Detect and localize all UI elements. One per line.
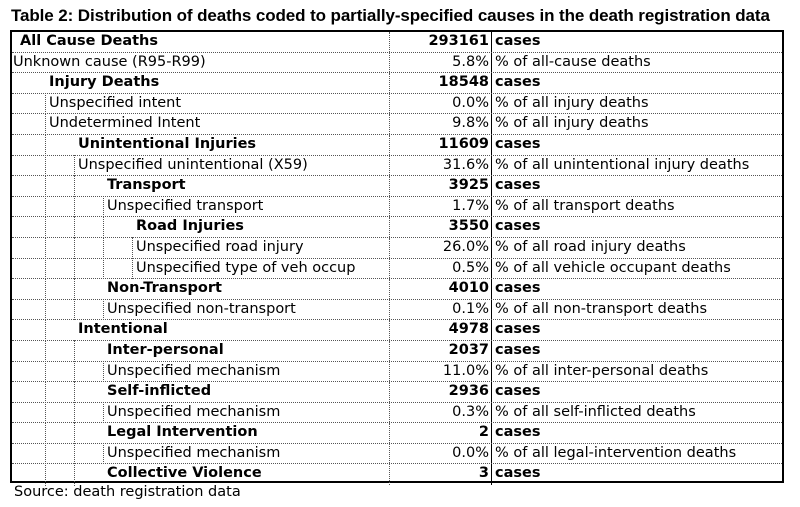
value-cell: 293161 <box>389 32 491 52</box>
indent-guide <box>103 299 104 321</box>
cause-label: Legal Intervention <box>107 424 258 441</box>
cause-cell <box>12 300 389 320</box>
table-row <box>12 362 782 383</box>
table-row <box>12 176 782 197</box>
unit-cell: % of all injury deaths <box>491 114 782 134</box>
table-row <box>12 135 782 156</box>
table-row <box>12 279 782 300</box>
cause-label: Injury Deaths <box>49 74 160 91</box>
cause-label: Unspecified mechanism <box>107 444 281 461</box>
cause-cell <box>12 259 389 279</box>
indent-guide <box>45 443 46 465</box>
unit-cell: cases <box>491 279 782 299</box>
value-cell: 2936 <box>389 382 491 402</box>
unit-cell: % of all road injury deaths <box>491 238 782 258</box>
cause-label: Transport <box>107 177 186 194</box>
value-cell: 18548 <box>389 73 491 93</box>
value-cell: 4010 <box>389 279 491 299</box>
unit-cell: cases <box>491 382 782 402</box>
indent-guide <box>103 196 104 218</box>
unit-cell: % of all inter-personal deaths <box>491 362 782 382</box>
cause-cell <box>12 114 389 134</box>
cause-cell <box>12 341 389 361</box>
indent-guide <box>74 361 75 383</box>
value-cell: 1.7% <box>389 197 491 217</box>
cause-cell <box>12 403 389 423</box>
indent-guide <box>45 381 46 403</box>
indent-guide <box>45 113 46 135</box>
indent-guide <box>45 340 46 362</box>
table-row <box>12 53 782 74</box>
value-cell: 9.8% <box>389 114 491 134</box>
table-row <box>12 217 782 238</box>
value-cell: 26.0% <box>389 238 491 258</box>
table-row <box>12 259 782 280</box>
table-row <box>12 341 782 362</box>
table-row <box>12 444 782 465</box>
indent-guide <box>74 175 75 197</box>
value-cell: 2 <box>389 423 491 443</box>
unit-cell: cases <box>491 464 782 485</box>
indent-guide <box>132 237 133 259</box>
cause-cell <box>12 382 389 402</box>
cause-cell <box>12 156 389 176</box>
table-row <box>12 94 782 115</box>
table-title: Table 2: Distribution of deaths coded to partially-specified causes in the death registration data <box>11 6 770 25</box>
cause-label: Unknown cause (R95-R99) <box>13 53 206 70</box>
unit-cell: cases <box>491 217 782 237</box>
unit-cell: % of all unintentional injury deaths <box>491 156 782 176</box>
value-cell: 4978 <box>389 320 491 340</box>
table-row <box>12 403 782 424</box>
unit-cell: % of all legal-intervention deaths <box>491 444 782 464</box>
source-note: Source: death registration data <box>14 484 241 500</box>
indent-guide <box>74 381 75 403</box>
unit-cell: % of all transport deaths <box>491 197 782 217</box>
cause-label: Unspecified road injury <box>136 238 304 255</box>
table-row <box>12 73 782 94</box>
cause-cell <box>12 176 389 196</box>
indent-guide <box>45 422 46 444</box>
indent-guide <box>132 258 133 280</box>
table-row <box>12 238 782 259</box>
cause-label: Unspecified intent <box>49 94 182 111</box>
indent-guide <box>45 134 46 156</box>
data-table <box>10 30 784 483</box>
cause-label: Unintentional Injuries <box>78 135 257 152</box>
indent-guide <box>74 402 75 424</box>
cause-label: Collective Violence <box>107 465 262 482</box>
indent-guide <box>103 402 104 424</box>
cause-label: Self-inflicted <box>107 383 212 400</box>
cause-cell <box>12 217 389 237</box>
indent-guide <box>103 443 104 465</box>
cause-label: Unspecified transport <box>107 197 264 214</box>
indent-guide <box>45 155 46 177</box>
cause-cell <box>12 320 389 340</box>
table-row <box>12 300 782 321</box>
indent-guide <box>74 443 75 465</box>
value-cell: 0.5% <box>389 259 491 279</box>
value-cell: 31.6% <box>389 156 491 176</box>
indent-guide <box>45 196 46 218</box>
table-row <box>12 197 782 218</box>
cause-label: Unspecified non-transport <box>107 300 296 317</box>
unit-cell: cases <box>491 135 782 155</box>
unit-cell: cases <box>491 176 782 196</box>
cause-cell <box>12 53 389 73</box>
value-cell: 0.0% <box>389 444 491 464</box>
cause-cell <box>12 238 389 258</box>
value-cell: 11609 <box>389 135 491 155</box>
indent-guide <box>74 299 75 321</box>
indent-guide <box>45 361 46 383</box>
cause-label: Intentional <box>78 321 168 338</box>
indent-guide <box>74 463 75 486</box>
cause-label: Unspecified mechanism <box>107 403 281 420</box>
indent-guide <box>74 258 75 280</box>
cause-cell <box>12 279 389 299</box>
indent-guide <box>74 237 75 259</box>
table-row <box>12 382 782 403</box>
unit-cell: % of all self-inflicted deaths <box>491 403 782 423</box>
value-cell: 11.0% <box>389 362 491 382</box>
cause-cell <box>12 197 389 217</box>
cause-cell <box>12 73 389 93</box>
cause-cell <box>12 362 389 382</box>
cause-cell <box>12 94 389 114</box>
unit-cell: cases <box>491 73 782 93</box>
cause-label: Non-Transport <box>107 280 222 297</box>
indent-guide <box>74 216 75 238</box>
table-row <box>12 156 782 177</box>
cause-label: Unspecified mechanism <box>107 362 281 379</box>
indent-guide <box>45 93 46 115</box>
indent-guide <box>74 340 75 362</box>
indent-guide <box>45 258 46 280</box>
cause-label: Unspecified type of veh occup <box>136 259 356 276</box>
indent-guide <box>103 258 104 280</box>
value-cell: 3 <box>389 464 491 485</box>
cause-cell <box>12 464 389 485</box>
value-cell: 3550 <box>389 217 491 237</box>
value-cell: 2037 <box>389 341 491 361</box>
table-row <box>12 32 782 53</box>
indent-guide <box>103 237 104 259</box>
unit-cell: % of all non-transport deaths <box>491 300 782 320</box>
indent-guide <box>74 278 75 300</box>
indent-guide <box>103 216 104 238</box>
cause-cell <box>12 444 389 464</box>
cause-cell <box>12 423 389 443</box>
indent-guide <box>45 299 46 321</box>
indent-guide <box>74 422 75 444</box>
indent-guide <box>45 237 46 259</box>
cause-label: Road Injuries <box>136 218 244 235</box>
unit-cell: % of all-cause deaths <box>491 53 782 73</box>
unit-cell: % of all vehicle occupant deaths <box>491 259 782 279</box>
cause-cell <box>12 135 389 155</box>
cause-label: Unspecified unintentional (X59) <box>78 156 308 173</box>
table-row <box>12 320 782 341</box>
value-cell: 5.8% <box>389 53 491 73</box>
indent-guide <box>45 175 46 197</box>
indent-guide <box>45 402 46 424</box>
value-cell: 0.1% <box>389 300 491 320</box>
table-row <box>12 114 782 135</box>
unit-cell: cases <box>491 423 782 443</box>
unit-cell: cases <box>491 32 782 52</box>
unit-cell: cases <box>491 341 782 361</box>
indent-guide <box>74 155 75 177</box>
table-row <box>12 464 782 485</box>
indent-guide <box>45 463 46 486</box>
unit-cell: % of all injury deaths <box>491 94 782 114</box>
cause-cell <box>12 32 389 52</box>
indent-guide <box>45 278 46 300</box>
unit-cell: cases <box>491 320 782 340</box>
value-cell: 0.3% <box>389 403 491 423</box>
indent-guide <box>45 319 46 341</box>
value-cell: 0.0% <box>389 94 491 114</box>
cause-label: Undetermined Intent <box>49 115 201 132</box>
table-row <box>12 423 782 444</box>
cause-label: All Cause Deaths <box>20 33 159 49</box>
indent-guide <box>74 196 75 218</box>
cause-label: Inter-personal <box>107 341 224 358</box>
value-cell: 3925 <box>389 176 491 196</box>
indent-guide <box>103 361 104 383</box>
indent-guide <box>45 216 46 238</box>
